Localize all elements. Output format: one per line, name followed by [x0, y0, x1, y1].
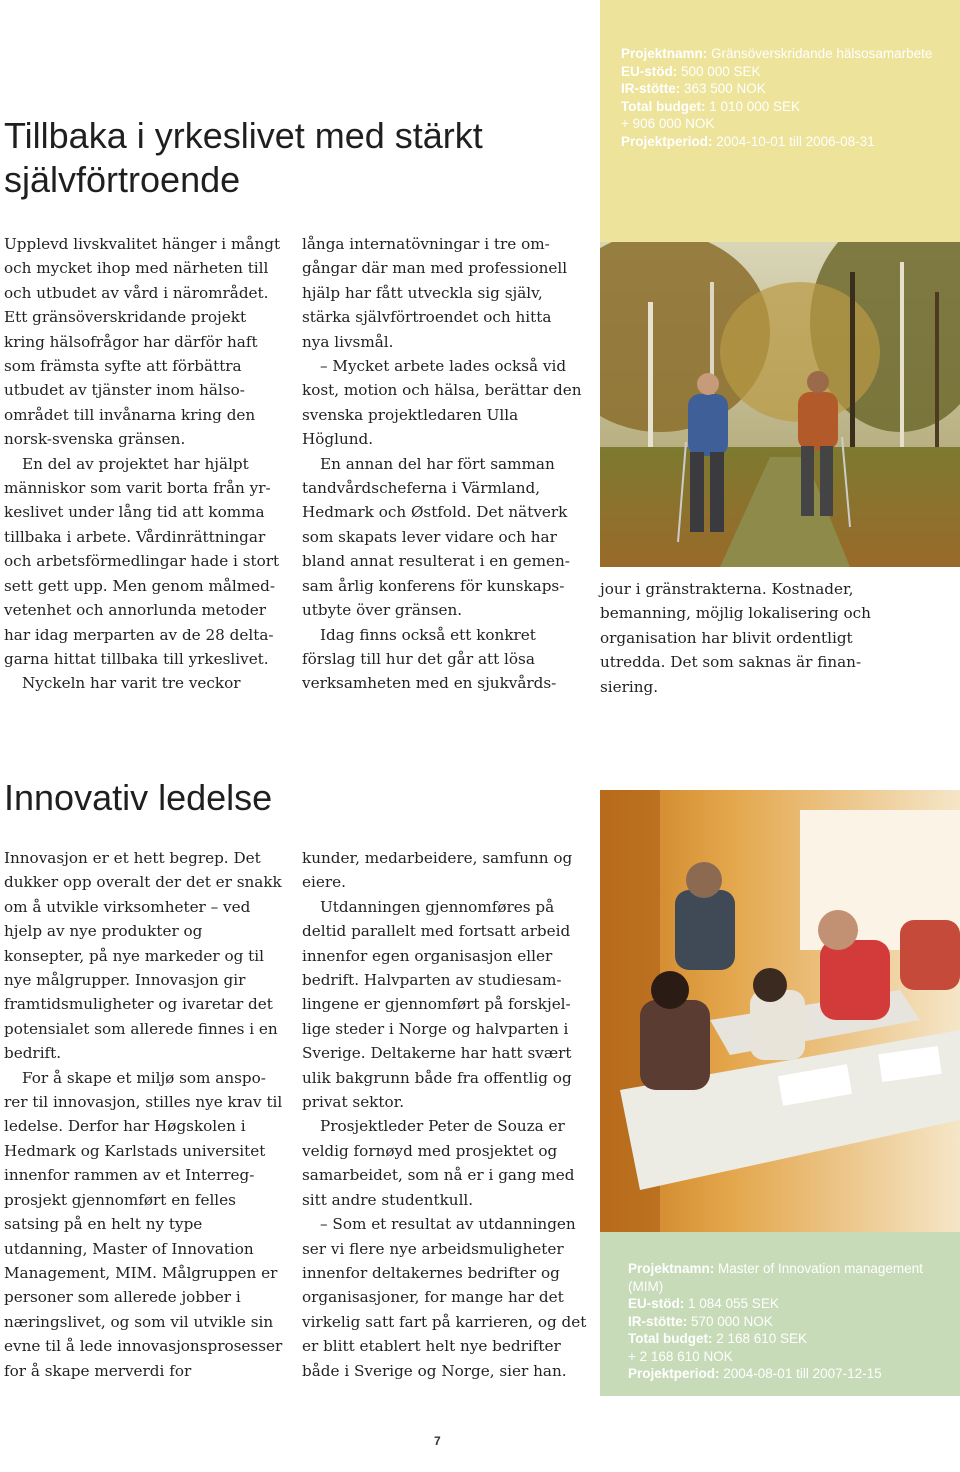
project-name-line: Projektnamn: Gränsöverskridande hälsosamarbete [621, 46, 933, 61]
paragraph: – Mycket arbete lades också vid kost, motion och hälsa, berättar den svenska projektledaren Ulla Höglund. [302, 357, 582, 449]
section2-title: Innovativ ledelse [4, 777, 273, 818]
section1-column-2 [302, 232, 582, 696]
ir-support-line: IR-stötte: 363 500 NOK [621, 81, 766, 96]
project-info-box-2 [600, 1232, 960, 1396]
paragraph: Prosjektleder Peter de Souza er veldig fornøyd med prosjektet og samarbeidet, som nå er i gang med sitt andre studentkull. [302, 1117, 575, 1209]
paragraph: Upplevd livskvalitet hänger i mångt och mycket ihop med närheten till och utbudet av vård i närområdet. Ett gränsöverskridande projekt kring hälsofrågor har därför haft som främsta syfte att förbättra utbudet av tjänster inom hälsoområdet till invånarna kring den norsk-svenska gränsen. [4, 235, 281, 449]
paragraph: En annan del har fört samman tandvårdscheferna i Värmland, Hedmark och Østfold. Det nätverk som skapats lever vidare och har bland annat resulterat i en gemensam årlig konferens för kunskapsutbyte över gränsen. [302, 454, 570, 620]
walkers-photo [600, 242, 960, 567]
eu-support-line: EU-stöd: 1 084 055 SEK [628, 1296, 779, 1311]
total-budget-extra: + 906 000 NOK [621, 116, 715, 131]
paragraph: Utdanningen gjennomføres på deltid parallelt med fortsatt arbeid innenfor egen organisasjon eller bedrift. Halvparten av studiesamlingene er gjennomført på forskjellige steder i Norge og halvparten i Sverige. Deltakerne har hatt svært ulik bakgrunn både fra offentlig og privat sektor. [302, 897, 572, 1112]
ir-support-line: IR-stötte: 570 000 NOK [628, 1313, 773, 1329]
section1-column-3 [600, 577, 890, 699]
page-number: 7 [434, 1434, 441, 1448]
paragraph: Innovasjon er et hett begrep. Det dukker opp overalt der det er snakk om å utvikle virksomheter – ved hjelp av nye produkter og konsepter, på nye markeder og til nye målgrupper. Innovasjon gir framtidsmuligheter og ivaretar det potensialet som allerede finnes i en bedrift. [4, 849, 282, 1063]
paragraph: Idag finns också ett konkret förslag till hur det går att lösa verksamheten med en sjukvårds- [302, 625, 557, 693]
section2-column-2 [302, 846, 592, 1383]
project-name-line: Projektnamn: Master of Innovation management (MIM) [628, 1261, 923, 1294]
project-period-line: Projektperiod: 2004-08-01 till 2007-12-15 [628, 1366, 882, 1381]
paragraph: En del av projektet har hjälpt människor som varit borta från yrkeslivet under lång tid att komma tillbaka i arbete. Vårdinrättningar och arbetsförmedlingar hade i stort sett gett upp. Men genom målmedvetenhet och annorlunda metoder har idag merparten av de 28 deltagarna hittat tillbaka till yrkeslivet. [4, 454, 280, 668]
total-budget-line: Total budget: 2 168 610 SEK [628, 1331, 808, 1346]
paragraph: For å skape et miljø som ansporer til innovasjon, stilles nye krav til ledelse. Derfor har Høgskolen i Hedmark og Karlstads universitet innenfor rammen av et Interreg-prosjekt gjennomført en felles satsing på en helt ny type utdanning, Master of Innovation Management, MIM. Målgruppen er personer som allerede jobber i næringslivet, og som vil utvikle sin evne til å lede innovasjonsprosesser for å skape merverdi for [4, 1068, 283, 1380]
classroom-photo [600, 790, 960, 1232]
paragraph: kunder, medarbeidere, samfunn og eiere. [302, 849, 573, 892]
project-info-box-1 [600, 0, 960, 242]
project-period-line: Projektperiod: 2004-10-01 till 2006-08-31 [621, 133, 875, 149]
paragraph: Nyckeln har varit tre veckor [22, 674, 241, 693]
paragraph: jour i gränstrakterna. Kostnader, bemanning, möjlig lokalisering och organisation har blivit ordentligt utredda. Det som saknas är finansiering. [600, 580, 871, 696]
eu-support-line: EU-stöd: 500 000 SEK [621, 63, 761, 79]
section2-column-1 [4, 846, 284, 1383]
paragraph: långa internatövningar i tre omgångar där man med professionell hjälp har fått utveckla sig själv, stärka självförtroendet och hitta nya livsmål. [302, 235, 568, 351]
total-budget-extra: + 2 168 610 NOK [628, 1348, 733, 1364]
paragraph: – Som et resultat av utdanningen ser vi flere nye arbeidsmuligheter innenfor deltakernes bedrifter og organisasjoner, for mange har det virkelig satt fart på karrieren, og det er blitt etablert helt nye bedrifter både i Sverige og Norge, sier han. [302, 1215, 587, 1380]
section1-column-1 [4, 232, 284, 696]
section1-title: Tillbaka i yrkeslivet med stärkt självförtroende [4, 115, 483, 200]
total-budget-line: Total budget: 1 010 000 SEK [621, 98, 801, 114]
